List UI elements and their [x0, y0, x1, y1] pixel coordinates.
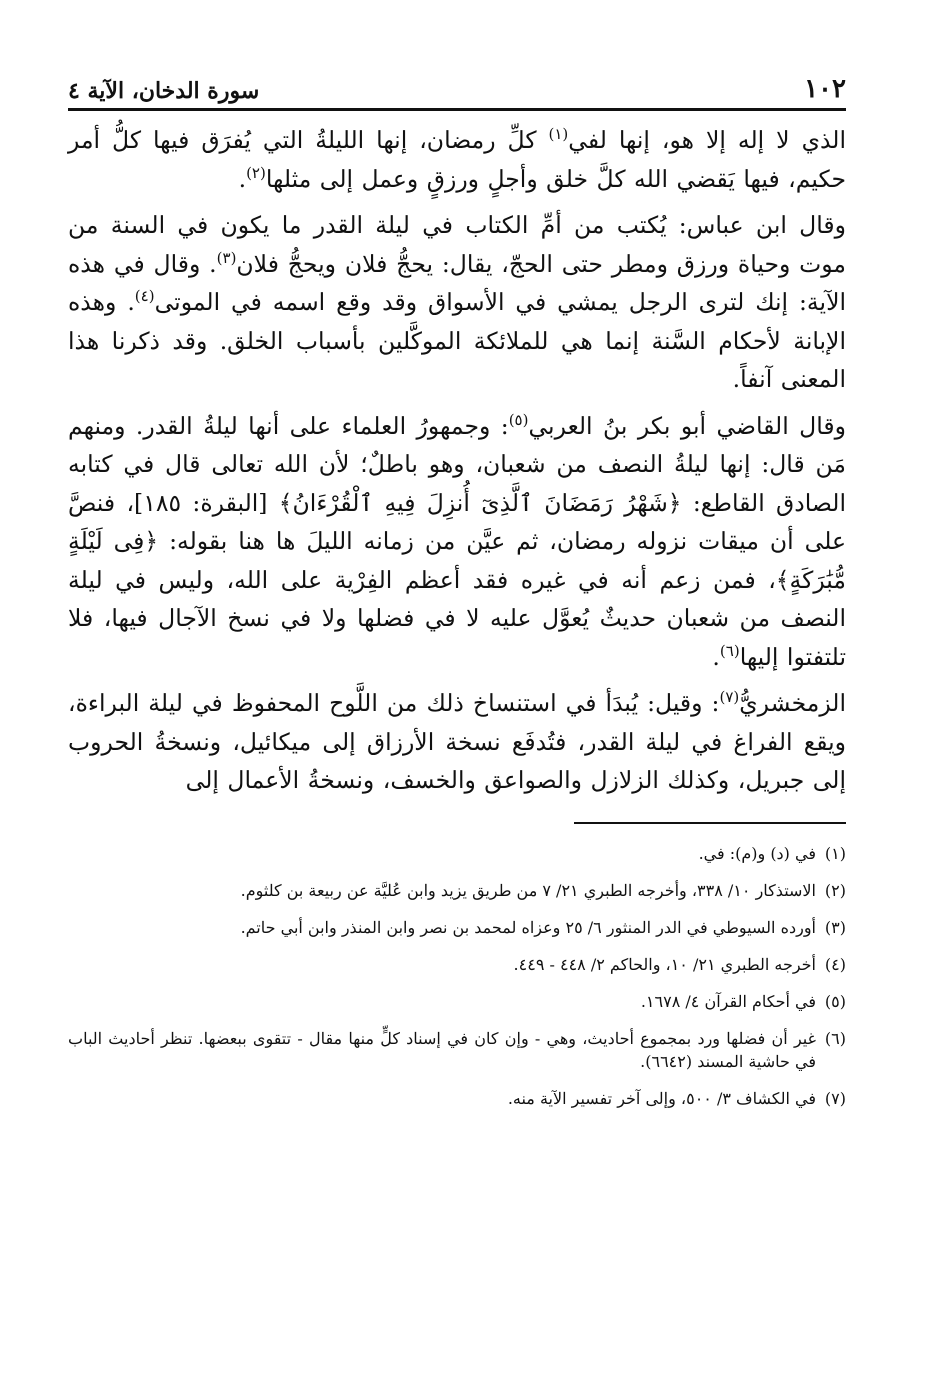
book-page [68, 68, 846, 1368]
footnote-ref: (٢) [246, 163, 266, 182]
footnote [68, 879, 846, 902]
paragraph [68, 407, 846, 677]
footnote-number: (٤) [824, 954, 846, 974]
footnote-number: (٢) [824, 880, 846, 900]
text-run: كلِّ رمضان، إنها الليلةُ التي يُفرَق فيها كلُّ أمر حكيم، فيها يَقضي الله كلَّ خلق وأجلٍ ورزقٍ وعمل إلى مثلها [68, 126, 846, 193]
text-run: : وقيل: يُبدَأ في استنساخ ذلك من اللَّوح المحفوظ في ليلة البراءة، ويقع الفراغ في ليلة القدر، فتُدفَع نسخة الأرزاق إلى ميكائيل، ونسخةُ الحروب إلى جبريل، وكذلك الزلازل والصواعق والخسف، ونسخةُ الأعمال إلى [68, 689, 846, 794]
text-run: : وجمهورُ العلماء على أنها ليلةُ القدر. ومنهم مَن قال: إنها ليلةُ النصف من شعبان، وهو باطلٌ؛ لأن الله تعالى قال في كتابه الصادق القاطع: ﴿شَهْرُ رَمَضَانَ ٱلَّذِىٓ أُنزِلَ فِيهِ ٱلْقُرْءَانُ﴾ [البقرة: ١٨٥]، فنصَّ على أن ميقات نزوله رمضان، ثم عيَّن من زمانه الليلَ ها هنا بقوله: ﴿فِى لَيْلَةٍ مُّبَٰرَكَةٍ﴾، فمن زعم أنه في غيره فقد أعظم الفِرْية على الله، وليس في ليلة النصف من شعبان حديثٌ يُعوَّل عليه لا في فضلها ولا في نسخ الآجال فيها، فلا تلتفتوا إليها [68, 411, 847, 671]
footnote-text: أخرجه الطبري ٢١/ ١٠، والحاكم ٢/ ٤٤٨ - ٤٤٩. [513, 954, 816, 974]
footnote-number: (٦) [824, 1028, 846, 1048]
footnote-ref: (٦) [719, 641, 740, 660]
footnote-text: أورده السيوطي في الدر المنثور ٦/ ٢٥ وعزاه لمحمد بن نصر وابن المنذر وابن أبي حاتم. [240, 917, 816, 937]
footnote-text: الاستذكار ١٠/ ٣٣٨، وأخرجه الطبري ٢١/ ٧ من طريق يزيد وابن عُليَّة عن ربيعة بن كلثوم. [240, 880, 816, 900]
footnote [68, 1027, 846, 1073]
footnote-number: (٥) [824, 991, 846, 1011]
text-run: . وهذه الإبانة لأحكام السَّنة إنما هي للملائكة الموكَّلين بأسباب الخلق. وقد ذكرنا هذا المعنى آنفاً. [68, 288, 846, 393]
text-run: وقال ابن عباس: يُكتب من أمِّ الكتاب في ليلة القدر ما يكون في السنة من موت وحياة ورزق ومطر حتى الحجّ، يقال: يحجُّ فلان ويحجُّ فلان [68, 211, 846, 278]
footnote-number: (١) [824, 843, 846, 863]
text-run: . [712, 642, 720, 671]
footnote-ref: (٥) [508, 410, 529, 429]
footnote-text: في الكشاف ٣/ ٥٠٠، وإلى آخر تفسير الآية منه. [507, 1088, 816, 1108]
footnote [68, 842, 846, 865]
page-header [68, 68, 846, 111]
main-text [68, 121, 846, 800]
footnote-text: غير أن فضلها ورد بمجموع أحاديث، وهي - وإن كان في إسناد كلٍّ منها مقال - تتقوى ببعضها. تنظر أحاديث الباب في حاشية المسند (٦٦٤٢). [68, 1028, 816, 1071]
footnote-ref: (٣) [216, 248, 237, 267]
footnote-text: في أحكام القرآن ٤/ ١٦٧٨. [640, 991, 816, 1011]
footnote [68, 916, 846, 939]
footnote-ref: (١) [548, 125, 569, 144]
running-title: سورة الدخان، الآية ٤ [68, 78, 260, 104]
footnote [68, 990, 846, 1013]
footnote-ref: (٤) [134, 287, 155, 306]
footnote [68, 1087, 846, 1110]
page-number: ١٠٢ [804, 74, 846, 104]
paragraph [68, 121, 846, 198]
text-run: الذي لا إله إلا هو، إنها لفي [568, 126, 846, 154]
footnote-number: (٣) [824, 917, 846, 937]
footnote [68, 953, 846, 976]
text-run: . وقال في هذه الآية: إنك لترى الرجل يمشي في الأسواق وقد وقع اسمه في الموتى [68, 249, 846, 316]
footnote-text: في (د) و(م): في. [698, 843, 816, 863]
paragraph [68, 206, 846, 399]
footnote-number: (٧) [824, 1088, 846, 1108]
paragraph [68, 684, 846, 800]
footnotes [68, 842, 846, 1110]
text-run: الزمخشريُّ [739, 689, 846, 717]
text-run: وقال القاضي أبو بكر بنُ العربي [528, 411, 846, 440]
footnote-divider [574, 822, 846, 824]
footnote-ref: (٧) [719, 688, 740, 707]
text-run: . [238, 164, 247, 193]
